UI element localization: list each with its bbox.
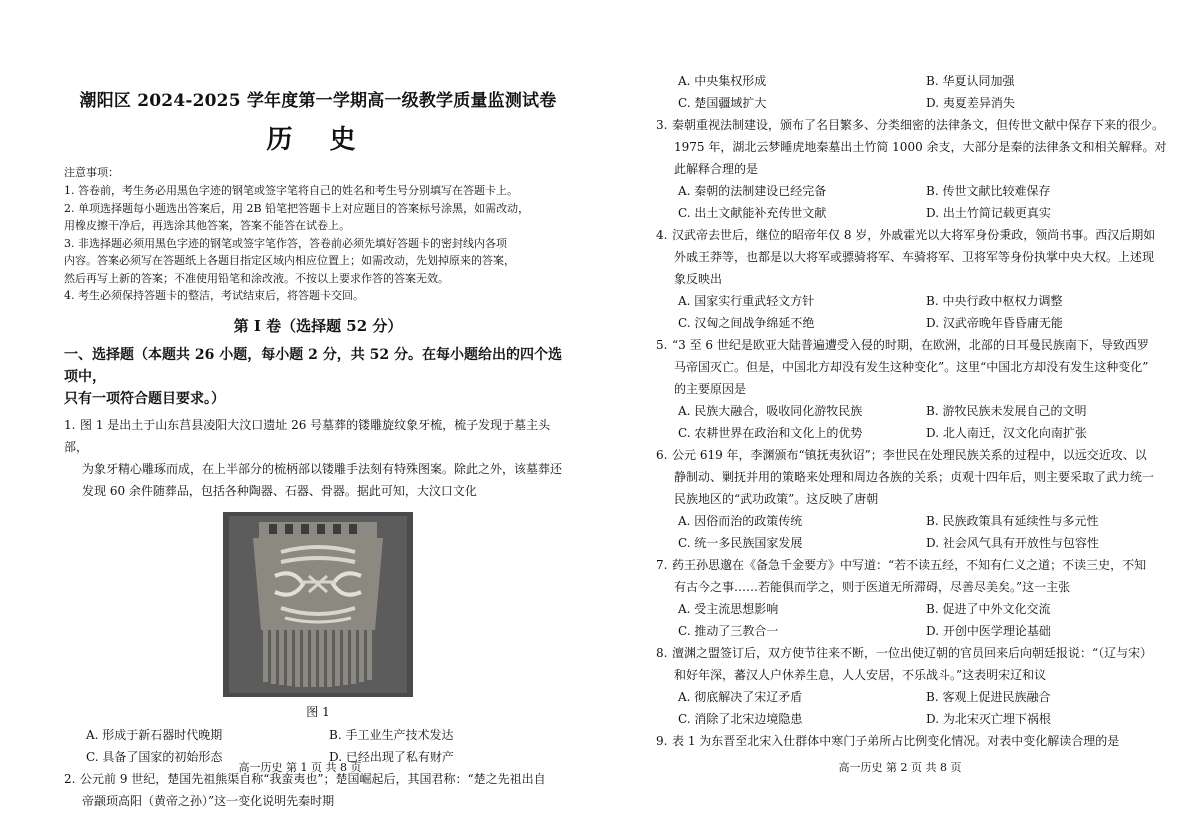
option-c: C. 出土文献能补充传世文献 — [678, 206, 827, 220]
note-line: 用橡皮擦干净后，再选涂其他答案，答案不能答在试卷上。 — [64, 219, 350, 232]
question-4-options — [656, 290, 1174, 334]
note-line: 2. 单项选择题每小题选出答案后，用 2B 铅笔把答题卡上对应题目的答案标号涂黑，如需改动， — [64, 201, 530, 215]
option-a: A. 形成于新石器时代晚期 — [86, 727, 223, 742]
option-d: D. 开创中医学理论基础 — [926, 624, 1051, 638]
figure-caption: 图 1 — [306, 704, 330, 719]
question-number: 8. — [656, 646, 668, 660]
qtype-line-2: 只有一项符合题目要求。） — [64, 390, 225, 407]
page-footer: 高一历史 第 2 页 共 8 页 — [838, 761, 962, 774]
question-number: 5. — [656, 338, 668, 352]
option-a: A. 民族大融合，吸收同化游牧民族 — [678, 404, 863, 418]
option-c: C. 汉匈之间战争绵延不绝 — [678, 316, 815, 330]
question-6 — [656, 444, 1174, 510]
question-text: 象反映出 — [674, 272, 723, 286]
option-b: B. 传世文献比较难保存 — [926, 184, 1051, 198]
question-text: “3 至 6 世纪是欧亚大陆普遍遭受入侵的时期，在欧洲，北部的日耳曼民族南下，导致西罗 — [672, 338, 1149, 352]
question-text: 公元前 9 世纪，楚国先祖熊渠自称“我蛮夷也”；楚国崛起后，其国君称：“楚之先祖出自 — [80, 771, 546, 786]
question-3 — [656, 114, 1174, 180]
option-a: A. 彻底解决了宋辽矛盾 — [678, 690, 803, 704]
question-text: 为象牙精心雕琢而成，在上半部分的梳柄部以镂雕手法刻有特殊图案。除此之外，该墓葬还 — [82, 461, 563, 476]
question-text: 公元 619 年，李渊颁布“镇抚夷狄诏”；李世民在处理民族关系的过程中，以远交近攻、以 — [672, 448, 1147, 462]
notes-list — [64, 182, 572, 305]
page-2 — [600, 0, 1200, 831]
question-text: 1975 年，湖北云梦睡虎地秦墓出土竹简 1000 余支，大部分是秦的法律条文和相关解释。对 — [674, 140, 1167, 154]
question-number: 6. — [656, 448, 668, 462]
option-d: D. 汉武帝晚年昏昏庸无能 — [926, 316, 1063, 330]
question-2-options — [656, 70, 1174, 114]
question-number: 4. — [656, 228, 668, 242]
option-c: C. 推动了三教合一 — [678, 624, 779, 638]
question-text: 此解释合理的是 — [674, 162, 759, 176]
notes-heading: 注意事项： — [64, 166, 119, 179]
note-line: 1. 答卷前，考生务必用黑色字迹的钢笔或签字笔将自己的姓名和考生号分别填写在答题卡上。 — [64, 184, 518, 197]
option-c: C. 农耕世界在政治和文化上的优势 — [678, 426, 863, 440]
question-8 — [656, 642, 1174, 686]
question-7 — [656, 554, 1174, 598]
option-b: B. 手工业生产技术发达 — [329, 727, 454, 742]
question-text: 发现 60 余件随葬品，包括各种陶器、石器、骨器。据此可知，大汶口文化 — [82, 483, 477, 498]
question-text: 表 1 为东晋至北宋入仕群体中寒门子弟所占比例变化情况。对表中变化解读合理的是 — [672, 734, 1120, 748]
option-a: A. 中央集权形成 — [678, 74, 767, 88]
exam-title: 潮阳区 2024-2025 学年度第一学期高一级教学质量监测试卷 — [79, 91, 557, 111]
option-a: A. 秦朝的法制建设已经完备 — [678, 184, 827, 198]
option-a: A. 受主流思想影响 — [678, 602, 779, 616]
question-number: 1. — [64, 417, 76, 432]
question-5 — [656, 334, 1174, 400]
page-footer: 高一历史 第 1 页 共 8 页 — [238, 761, 362, 774]
question-text: 外戚王莽等，也都是以大将军或骠骑将军、车骑将军、卫将军等身份执掌中央大权。上述现 — [674, 250, 1155, 264]
question-text: 马帝国灭亡。但是，中国北方却没有发生这种变化”。这里“中国北方却没有发生这种变化” — [674, 360, 1149, 374]
question-text: 汉武帝去世后，继位的昭帝年仅 8 岁，外戚霍光以大将军身份秉政，领尚书事。西汉后期如 — [672, 228, 1156, 242]
question-3-options — [656, 180, 1174, 224]
option-c: C. 消除了北宋边境隐患 — [678, 712, 803, 726]
question-text: 的主要原因是 — [674, 382, 747, 396]
ivory-comb-image — [223, 512, 413, 697]
ivory-comb-figure — [223, 512, 413, 697]
question-text: 民族地区的“武功政策”。这反映了唐朝 — [674, 492, 879, 506]
option-d: D. 为北宋灭亡埋下祸根 — [926, 712, 1051, 726]
qtype-line-1: 一、选择题（本题共 26 小题，每小题 2 分，共 52 分。在每小题给出的四个选项中， — [64, 346, 562, 385]
option-d: D. 北人南迁，汉文化向南扩张 — [926, 426, 1087, 440]
question-8-options — [656, 686, 1174, 730]
question-text: 和好年深，蕃汉人户休养生息，人人安居，不乐战斗。”这表明宋辽和议 — [674, 668, 1047, 682]
question-number: 9. — [656, 734, 668, 748]
option-c: C. 统一多民族国家发展 — [678, 536, 803, 550]
option-b: B. 民族政策具有延续性与多元性 — [926, 514, 1099, 528]
question-type-heading — [64, 344, 572, 410]
question-number: 3. — [656, 118, 668, 132]
question-text: 澶渊之盟签订后，双方使节往来不断，一位出使辽朝的官员回来后向朝廷报说：“（辽与宋） — [672, 646, 1153, 660]
option-d: D. 出土竹简记载更真实 — [926, 206, 1051, 220]
option-c: C. 具备了国家的初始形态 — [86, 749, 223, 764]
option-d: D. 社会风气具有开放性与包容性 — [926, 536, 1099, 550]
question-5-options — [656, 400, 1174, 444]
subject-title: 历 史 — [266, 125, 370, 155]
question-text: 药王孙思邈在《备急千金要方》中写道：“若不读五经，不知有仁义之道；不读三史，不知 — [672, 558, 1147, 572]
option-b: B. 客观上促进民族融合 — [926, 690, 1051, 704]
question-7-options — [656, 598, 1174, 642]
question-9 — [656, 730, 1174, 752]
question-number: 2. — [64, 771, 76, 786]
option-a: A. 国家实行重武轻文方针 — [678, 294, 815, 308]
question-text: 静制动、剿抚并用的策略来处理和周边各族的关系；贞观十四年后，则主要采取了武力统一 — [674, 470, 1155, 484]
option-a: A. 因俗而治的政策传统 — [678, 514, 803, 528]
question-text: 有古今之事……若能俱而学之，则于医道无所滞碍，尽善尽美矣。”这一主张 — [674, 580, 1071, 594]
note-line: 内容。答案必须写在答题纸上各题目指定区域内相应位置上；如需改动，先划掉原来的答案， — [64, 254, 515, 267]
question-text: 图 1 是出土于山东莒县凌阳大汶口遗址 26 号墓葬的镂雕旋纹象牙梳，梳子发现于墓主头部， — [64, 417, 551, 454]
option-b: B. 华夏认同加强 — [926, 74, 1015, 88]
option-b: B. 促进了中外文化交流 — [926, 602, 1051, 616]
option-b: B. 游牧民族未发展自己的文明 — [926, 404, 1087, 418]
section-heading: 第 I 卷（选择题 52 分） — [233, 316, 403, 335]
question-text: 秦朝重视法制建设，颁布了名目繁多、分类细密的法律条文，但传世文献中保存下来的很少。 — [672, 118, 1165, 132]
option-d: D. 夷夏差异消失 — [926, 96, 1015, 110]
option-b: B. 中央行政中枢权力调整 — [926, 294, 1063, 308]
question-4 — [656, 224, 1174, 290]
question-1 — [64, 414, 572, 502]
question-6-options — [656, 510, 1174, 554]
option-c: C. 楚国疆域扩大 — [678, 96, 767, 110]
note-line: 3. 非选择题必须用黑色字迹的钢笔或签字笔作答，答卷前必须先填好答题卡的密封线内各项 — [64, 236, 507, 250]
note-line: 然后再写上新的答案；不准使用铅笔和涂改液。不按以上要求作答的答案无效。 — [64, 271, 449, 285]
question-text: 帝颛顼高阳（黄帝之孙）”这一变化说明先秦时期 — [82, 793, 335, 808]
note-line: 4. 考生必须保持答题卡的整洁，考试结束后，将答题卡交回。 — [64, 289, 364, 302]
question-number: 7. — [656, 558, 668, 572]
option-d: D. 已经出现了私有财产 — [329, 749, 454, 764]
